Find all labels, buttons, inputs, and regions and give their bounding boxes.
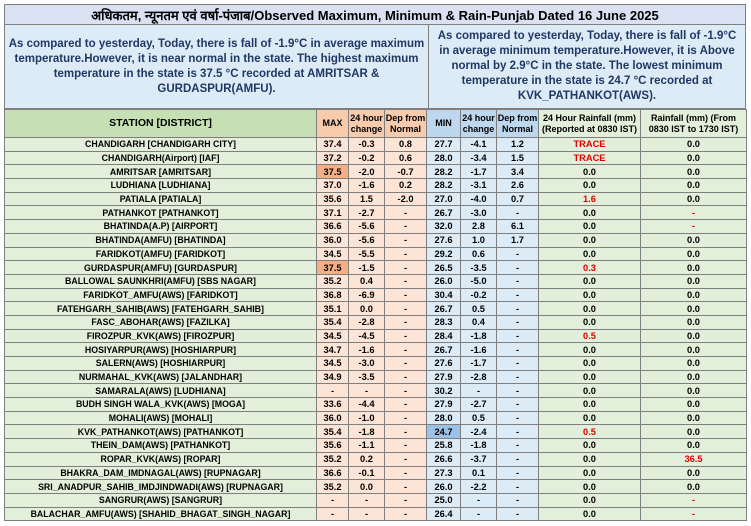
rain-24h-cell: 0.0 (539, 357, 641, 371)
min-change-cell: -4.0 (461, 192, 497, 206)
max-departure-cell: - (385, 220, 427, 234)
max-departure-cell: 0.2 (385, 179, 427, 193)
header-rain-24h: 24 Hour Rainfall (mm) (Reported at 0830 IST) (539, 110, 641, 138)
min-departure-cell: - (497, 315, 539, 329)
min-departure-cell: 2.6 (497, 179, 539, 193)
min-departure-cell: 1.7 (497, 233, 539, 247)
max-cell: 36.0 (317, 411, 349, 425)
min-change-cell: -1.7 (461, 165, 497, 179)
min-departure-cell: - (497, 343, 539, 357)
min-temperature-summary: As compared to yesterday, Today, there is fall of -1.9°C in average minimum temperature.However, it is Above normal by 2.9°C in the state. The lowest minimum temperature in the state is 24.7 °C recorded at KVK_PATHANKOT(AWS). (429, 25, 745, 108)
min-change-cell: -2.2 (461, 480, 497, 494)
header-min: MIN (427, 110, 461, 138)
max-departure-cell: - (385, 302, 427, 316)
rain-24h-cell: 0.0 (539, 480, 641, 494)
max-departure-cell: -0.7 (385, 165, 427, 179)
max-change-cell: -1.6 (349, 179, 385, 193)
table-row (5, 302, 747, 316)
table-row (5, 261, 747, 275)
rain-day-cell: 0.0 (641, 247, 747, 261)
station-cell: BHATINDA(A.P) [AIRPORT] (5, 220, 317, 234)
station-cell: BALLOWAL SAUNKHRI(AMFU) [SBS NAGAR] (5, 274, 317, 288)
max-cell: - (317, 493, 349, 507)
rain-day-cell: 0.0 (641, 425, 747, 439)
table-row (5, 151, 747, 165)
max-change-cell: -2.7 (349, 206, 385, 220)
table-row (5, 206, 747, 220)
min-departure-cell: 1.2 (497, 138, 539, 152)
min-cell: 26.0 (427, 274, 461, 288)
min-change-cell: 0.5 (461, 411, 497, 425)
max-change-cell: -4.4 (349, 398, 385, 412)
max-cell: 33.6 (317, 398, 349, 412)
min-departure-cell: - (497, 398, 539, 412)
station-cell: LUDHIANA [LUDHIANA] (5, 179, 317, 193)
table-row (5, 452, 747, 466)
table-row (5, 233, 747, 247)
rain-day-cell: 0.0 (641, 329, 747, 343)
rain-24h-cell: 0.0 (539, 206, 641, 220)
min-change-cell: -1.6 (461, 343, 497, 357)
min-change-cell: 0.5 (461, 302, 497, 316)
header-station: STATION [DISTRICT] (5, 110, 317, 138)
min-change-cell: 0.4 (461, 315, 497, 329)
max-change-cell: 0.0 (349, 302, 385, 316)
max-change-cell: -0.2 (349, 151, 385, 165)
station-cell: FARIDKOT_AMFU(AWS) [FARIDKOT] (5, 288, 317, 302)
min-departure-cell: - (497, 247, 539, 261)
max-departure-cell: - (385, 480, 427, 494)
min-cell: 24.7 (427, 425, 461, 439)
min-change-cell: -4.1 (461, 138, 497, 152)
max-cell: 34.9 (317, 370, 349, 384)
rain-day-cell: 0.0 (641, 274, 747, 288)
station-cell: SAMARALA(AWS) [LUDHIANA] (5, 384, 317, 398)
min-departure-cell: - (497, 384, 539, 398)
rain-day-cell: 0.0 (641, 179, 747, 193)
max-cell: 36.6 (317, 220, 349, 234)
min-cell: 27.6 (427, 357, 461, 371)
min-cell: 27.6 (427, 233, 461, 247)
min-change-cell: -2.7 (461, 398, 497, 412)
table-row (5, 288, 747, 302)
table-row (5, 343, 747, 357)
max-change-cell: -1.1 (349, 439, 385, 453)
max-departure-cell: - (385, 206, 427, 220)
station-cell: FIROZPUR_KVK(AWS) [FIROZPUR] (5, 329, 317, 343)
rain-day-cell: 0.0 (641, 384, 747, 398)
rain-24h-cell: 1.6 (539, 192, 641, 206)
max-departure-cell: - (385, 288, 427, 302)
max-cell: 35.6 (317, 192, 349, 206)
table-row (5, 165, 747, 179)
rain-day-cell: 0.0 (641, 261, 747, 275)
rain-24h-cell: 0.0 (539, 288, 641, 302)
station-cell: AMRITSAR [AMRITSAR] (5, 165, 317, 179)
max-change-cell: -1.8 (349, 425, 385, 439)
table-row (5, 192, 747, 206)
report-sheet (4, 4, 746, 521)
station-cell: FATEHGARH_SAHIB(AWS) [FATEHGARH_SAHIB] (5, 302, 317, 316)
max-cell: 35.4 (317, 425, 349, 439)
header-min-departure: Dep from Normal (497, 110, 539, 138)
max-cell: 35.1 (317, 302, 349, 316)
rain-day-cell: 0.0 (641, 165, 747, 179)
rain-day-cell: 0.0 (641, 480, 747, 494)
max-change-cell: - (349, 507, 385, 521)
max-departure-cell: - (385, 439, 427, 453)
rain-24h-cell: 0.0 (539, 370, 641, 384)
max-cell: 34.7 (317, 343, 349, 357)
min-cell: 26.7 (427, 343, 461, 357)
station-cell: HOSIYARPUR(AWS) [HOSHIARPUR] (5, 343, 317, 357)
station-cell: SALERN(AWS) [HOSHIARPUR] (5, 357, 317, 371)
min-cell: 27.9 (427, 370, 461, 384)
station-cell: CHANDIGARH(Airport) [IAF] (5, 151, 317, 165)
max-change-cell: 1.5 (349, 192, 385, 206)
max-departure-cell: - (385, 398, 427, 412)
station-cell: SANGRUR(AWS) [SANGRUR] (5, 493, 317, 507)
min-cell: 26.7 (427, 302, 461, 316)
max-departure-cell: - (385, 507, 427, 521)
table-row (5, 384, 747, 398)
max-departure-cell: - (385, 493, 427, 507)
min-cell: 26.6 (427, 452, 461, 466)
table-row (5, 315, 747, 329)
min-change-cell: -2.8 (461, 370, 497, 384)
rain-day-cell: - (641, 493, 747, 507)
rain-day-cell: 0.0 (641, 343, 747, 357)
rain-day-cell: 0.0 (641, 233, 747, 247)
max-cell: 37.2 (317, 151, 349, 165)
table-row (5, 138, 747, 152)
max-change-cell: -5.6 (349, 220, 385, 234)
max-departure-cell: - (385, 452, 427, 466)
station-cell: CHANDIGARH [CHANDIGARH CITY] (5, 138, 317, 152)
min-change-cell: -1.8 (461, 439, 497, 453)
max-change-cell: -5.5 (349, 247, 385, 261)
min-cell: 28.3 (427, 315, 461, 329)
min-change-cell: - (461, 507, 497, 521)
min-cell: 30.2 (427, 384, 461, 398)
station-cell: PATIALA [PATIALA] (5, 192, 317, 206)
min-change-cell: -3.0 (461, 206, 497, 220)
rain-day-cell: 0.0 (641, 288, 747, 302)
rain-day-cell: 36.5 (641, 452, 747, 466)
min-cell: 26.5 (427, 261, 461, 275)
min-departure-cell: - (497, 411, 539, 425)
min-change-cell: -1.8 (461, 329, 497, 343)
max-change-cell: -4.5 (349, 329, 385, 343)
station-cell: PATHANKOT [PATHANKOT] (5, 206, 317, 220)
max-change-cell: -1.0 (349, 411, 385, 425)
max-departure-cell: 0.8 (385, 138, 427, 152)
rain-day-cell: 0.0 (641, 192, 747, 206)
min-cell: 26.7 (427, 206, 461, 220)
station-cell: BHATINDA(AMFU) [BHATINDA] (5, 233, 317, 247)
min-departure-cell: - (497, 206, 539, 220)
max-cell: 35.6 (317, 439, 349, 453)
rain-day-cell: - (641, 507, 747, 521)
rain-24h-cell: 0.0 (539, 398, 641, 412)
min-departure-cell: - (497, 452, 539, 466)
rain-day-cell: 0.0 (641, 398, 747, 412)
rain-24h-cell: 0.3 (539, 261, 641, 275)
table-row (5, 493, 747, 507)
max-departure-cell: - (385, 247, 427, 261)
min-departure-cell: - (497, 302, 539, 316)
table-row (5, 480, 747, 494)
max-departure-cell: - (385, 315, 427, 329)
rain-24h-cell: TRACE (539, 138, 641, 152)
max-departure-cell: - (385, 370, 427, 384)
max-cell: 37.0 (317, 179, 349, 193)
max-cell: 34.5 (317, 329, 349, 343)
header-max-change: 24 hour change (349, 110, 385, 138)
max-cell: 36.6 (317, 466, 349, 480)
rain-24h-cell: 0.0 (539, 165, 641, 179)
station-cell: NURMAHAL_KVK(AWS) [JALANDHAR] (5, 370, 317, 384)
min-change-cell: -3.7 (461, 452, 497, 466)
max-change-cell: -5.6 (349, 233, 385, 247)
max-departure-cell: 0.6 (385, 151, 427, 165)
station-cell: GURDASPUR(AMFU) [GURDASPUR] (5, 261, 317, 275)
max-change-cell: -0.1 (349, 466, 385, 480)
min-departure-cell: - (497, 466, 539, 480)
rain-day-cell: 0.0 (641, 138, 747, 152)
max-change-cell: - (349, 384, 385, 398)
header-max: MAX (317, 110, 349, 138)
max-change-cell: -1.6 (349, 343, 385, 357)
min-change-cell: -3.1 (461, 179, 497, 193)
rain-24h-cell: 0.0 (539, 439, 641, 453)
max-cell: 36.8 (317, 288, 349, 302)
max-departure-cell: - (385, 411, 427, 425)
rain-day-cell: 0.0 (641, 151, 747, 165)
table-body (5, 138, 747, 521)
min-departure-cell: - (497, 439, 539, 453)
max-departure-cell: - (385, 329, 427, 343)
rain-24h-cell: 0.0 (539, 343, 641, 357)
min-departure-cell: - (497, 288, 539, 302)
observation-table (4, 109, 747, 521)
table-row (5, 370, 747, 384)
min-cell: 27.0 (427, 192, 461, 206)
min-cell: 28.0 (427, 151, 461, 165)
max-departure-cell: - (385, 425, 427, 439)
rain-24h-cell: 0.0 (539, 302, 641, 316)
min-cell: 26.0 (427, 480, 461, 494)
rain-24h-cell: 0.0 (539, 384, 641, 398)
max-change-cell: -2.0 (349, 165, 385, 179)
min-departure-cell: - (497, 480, 539, 494)
min-cell: 27.9 (427, 398, 461, 412)
rain-24h-cell: 0.0 (539, 493, 641, 507)
station-cell: MOHALI(AWS) [MOHALI] (5, 411, 317, 425)
max-departure-cell: - (385, 274, 427, 288)
rain-24h-cell: 0.0 (539, 452, 641, 466)
station-cell: FARIDKOT(AMFU) [FARIDKOT] (5, 247, 317, 261)
min-cell: 30.4 (427, 288, 461, 302)
max-change-cell: -0.3 (349, 138, 385, 152)
min-departure-cell: 6.1 (497, 220, 539, 234)
table-row (5, 247, 747, 261)
max-cell: 35.4 (317, 315, 349, 329)
min-change-cell: -3.4 (461, 151, 497, 165)
max-change-cell: - (349, 493, 385, 507)
min-departure-cell: 1.5 (497, 151, 539, 165)
station-cell: SRI_ANADPUR_SAHIB_IMDJINDWADI(AWS) [RUPNAGAR] (5, 480, 317, 494)
rain-24h-cell: 0.0 (539, 274, 641, 288)
rain-day-cell: 0.0 (641, 357, 747, 371)
table-row (5, 466, 747, 480)
max-cell: 37.4 (317, 138, 349, 152)
max-departure-cell: - (385, 343, 427, 357)
max-departure-cell: - (385, 233, 427, 247)
min-cell: 25.8 (427, 439, 461, 453)
table-row (5, 329, 747, 343)
min-cell: 27.7 (427, 138, 461, 152)
min-departure-cell: - (497, 370, 539, 384)
min-cell: 28.2 (427, 165, 461, 179)
min-departure-cell: 0.7 (497, 192, 539, 206)
min-departure-cell: - (497, 357, 539, 371)
min-change-cell: 0.1 (461, 466, 497, 480)
max-change-cell: 0.0 (349, 480, 385, 494)
min-change-cell: 2.8 (461, 220, 497, 234)
max-change-cell: -1.5 (349, 261, 385, 275)
min-change-cell: -3.5 (461, 261, 497, 275)
rain-day-cell: 0.0 (641, 302, 747, 316)
table-row (5, 398, 747, 412)
max-cell: 37.1 (317, 206, 349, 220)
max-cell: 35.2 (317, 452, 349, 466)
min-departure-cell: - (497, 329, 539, 343)
min-change-cell: - (461, 384, 497, 398)
max-cell: 34.5 (317, 247, 349, 261)
rain-day-cell: 0.0 (641, 439, 747, 453)
station-cell: BALACHAR_AMFU(AWS) [SHAHID_BHAGAT_SINGH_NAGAR] (5, 507, 317, 521)
rain-24h-cell: 0.0 (539, 247, 641, 261)
table-row (5, 507, 747, 521)
table-row (5, 274, 747, 288)
min-change-cell: 1.0 (461, 233, 497, 247)
rain-24h-cell: 0.0 (539, 507, 641, 521)
min-change-cell: -1.7 (461, 357, 497, 371)
max-change-cell: -6.9 (349, 288, 385, 302)
max-cell: 37.5 (317, 261, 349, 275)
table-row (5, 439, 747, 453)
station-cell: FASC_ABOHAR(AWS) [FAZILKA] (5, 315, 317, 329)
table-row (5, 425, 747, 439)
max-departure-cell: - (385, 261, 427, 275)
min-cell: 25.0 (427, 493, 461, 507)
min-change-cell: - (461, 493, 497, 507)
max-cell: - (317, 507, 349, 521)
max-departure-cell: - (385, 466, 427, 480)
rain-day-cell: 0.0 (641, 315, 747, 329)
min-change-cell: 0.6 (461, 247, 497, 261)
rain-day-cell: - (641, 206, 747, 220)
min-cell: 28.2 (427, 179, 461, 193)
max-change-cell: 0.2 (349, 452, 385, 466)
header-rain-day: Rainfall (mm) (From 0830 IST to 1730 IST) (641, 110, 747, 138)
rain-24h-cell: 0.0 (539, 315, 641, 329)
min-cell: 28.4 (427, 329, 461, 343)
station-cell: THEIN_DAM(AWS) [PATHANKOT] (5, 439, 317, 453)
rain-24h-cell: 0.0 (539, 233, 641, 247)
station-cell: BHAKRA_DAM_IMDNAGAL(AWS) [RUPNAGAR] (5, 466, 317, 480)
report-title: अधिकतम, न्यूनतम एवं वर्षा-पंजाब/Observed Maximum, Minimum & Rain-Punjab Dated 16 June 2025 (4, 4, 746, 25)
max-cell: 35.2 (317, 480, 349, 494)
table-row (5, 220, 747, 234)
min-cell: 27.3 (427, 466, 461, 480)
max-change-cell: -3.5 (349, 370, 385, 384)
min-departure-cell: - (497, 507, 539, 521)
station-cell: BUDH SINGH WALA_KVK(AWS) [MOGA] (5, 398, 317, 412)
table-row (5, 179, 747, 193)
max-departure-cell: - (385, 384, 427, 398)
max-departure-cell: -2.0 (385, 192, 427, 206)
summary-panel (4, 25, 746, 109)
station-cell: KVK_PATHANKOT(AWS) [PATHANKOT] (5, 425, 317, 439)
max-temperature-summary: As compared to yesterday, Today, there is fall of -1.9°C in average maximum temperature.However, it is near normal in the state. The highest maximum temperature in the state is 37.5 °C recorded at AMRITSAR & GURDASPUR(AMFU). (5, 25, 429, 108)
rain-24h-cell: 0.0 (539, 220, 641, 234)
table-header-row (5, 110, 747, 138)
min-cell: 28.0 (427, 411, 461, 425)
max-cell: 34.5 (317, 357, 349, 371)
min-cell: 26.4 (427, 507, 461, 521)
max-change-cell: 0.4 (349, 274, 385, 288)
rain-day-cell: 0.0 (641, 411, 747, 425)
max-cell: 36.0 (317, 233, 349, 247)
rain-day-cell: 0.0 (641, 370, 747, 384)
max-cell: 35.2 (317, 274, 349, 288)
table-row (5, 411, 747, 425)
max-change-cell: -3.0 (349, 357, 385, 371)
max-change-cell: -2.8 (349, 315, 385, 329)
rain-24h-cell: TRACE (539, 151, 641, 165)
max-cell: - (317, 384, 349, 398)
rain-24h-cell: 0.0 (539, 411, 641, 425)
min-cell: 29.2 (427, 247, 461, 261)
min-change-cell: -2.4 (461, 425, 497, 439)
rain-24h-cell: 0.5 (539, 425, 641, 439)
station-cell: ROPAR_KVK(AWS) [ROPAR] (5, 452, 317, 466)
max-departure-cell: - (385, 357, 427, 371)
rain-24h-cell: 0.0 (539, 466, 641, 480)
min-departure-cell: 3.4 (497, 165, 539, 179)
table-row (5, 357, 747, 371)
rain-24h-cell: 0.0 (539, 179, 641, 193)
header-max-departure: Dep from Normal (385, 110, 427, 138)
min-departure-cell: - (497, 425, 539, 439)
max-cell: 37.5 (317, 165, 349, 179)
rain-day-cell: 0.0 (641, 466, 747, 480)
min-departure-cell: - (497, 274, 539, 288)
min-departure-cell: - (497, 261, 539, 275)
min-cell: 32.0 (427, 220, 461, 234)
min-change-cell: -5.0 (461, 274, 497, 288)
rain-24h-cell: 0.5 (539, 329, 641, 343)
min-change-cell: -0.2 (461, 288, 497, 302)
min-departure-cell: - (497, 493, 539, 507)
rain-day-cell: - (641, 220, 747, 234)
header-min-change: 24 hour change (461, 110, 497, 138)
